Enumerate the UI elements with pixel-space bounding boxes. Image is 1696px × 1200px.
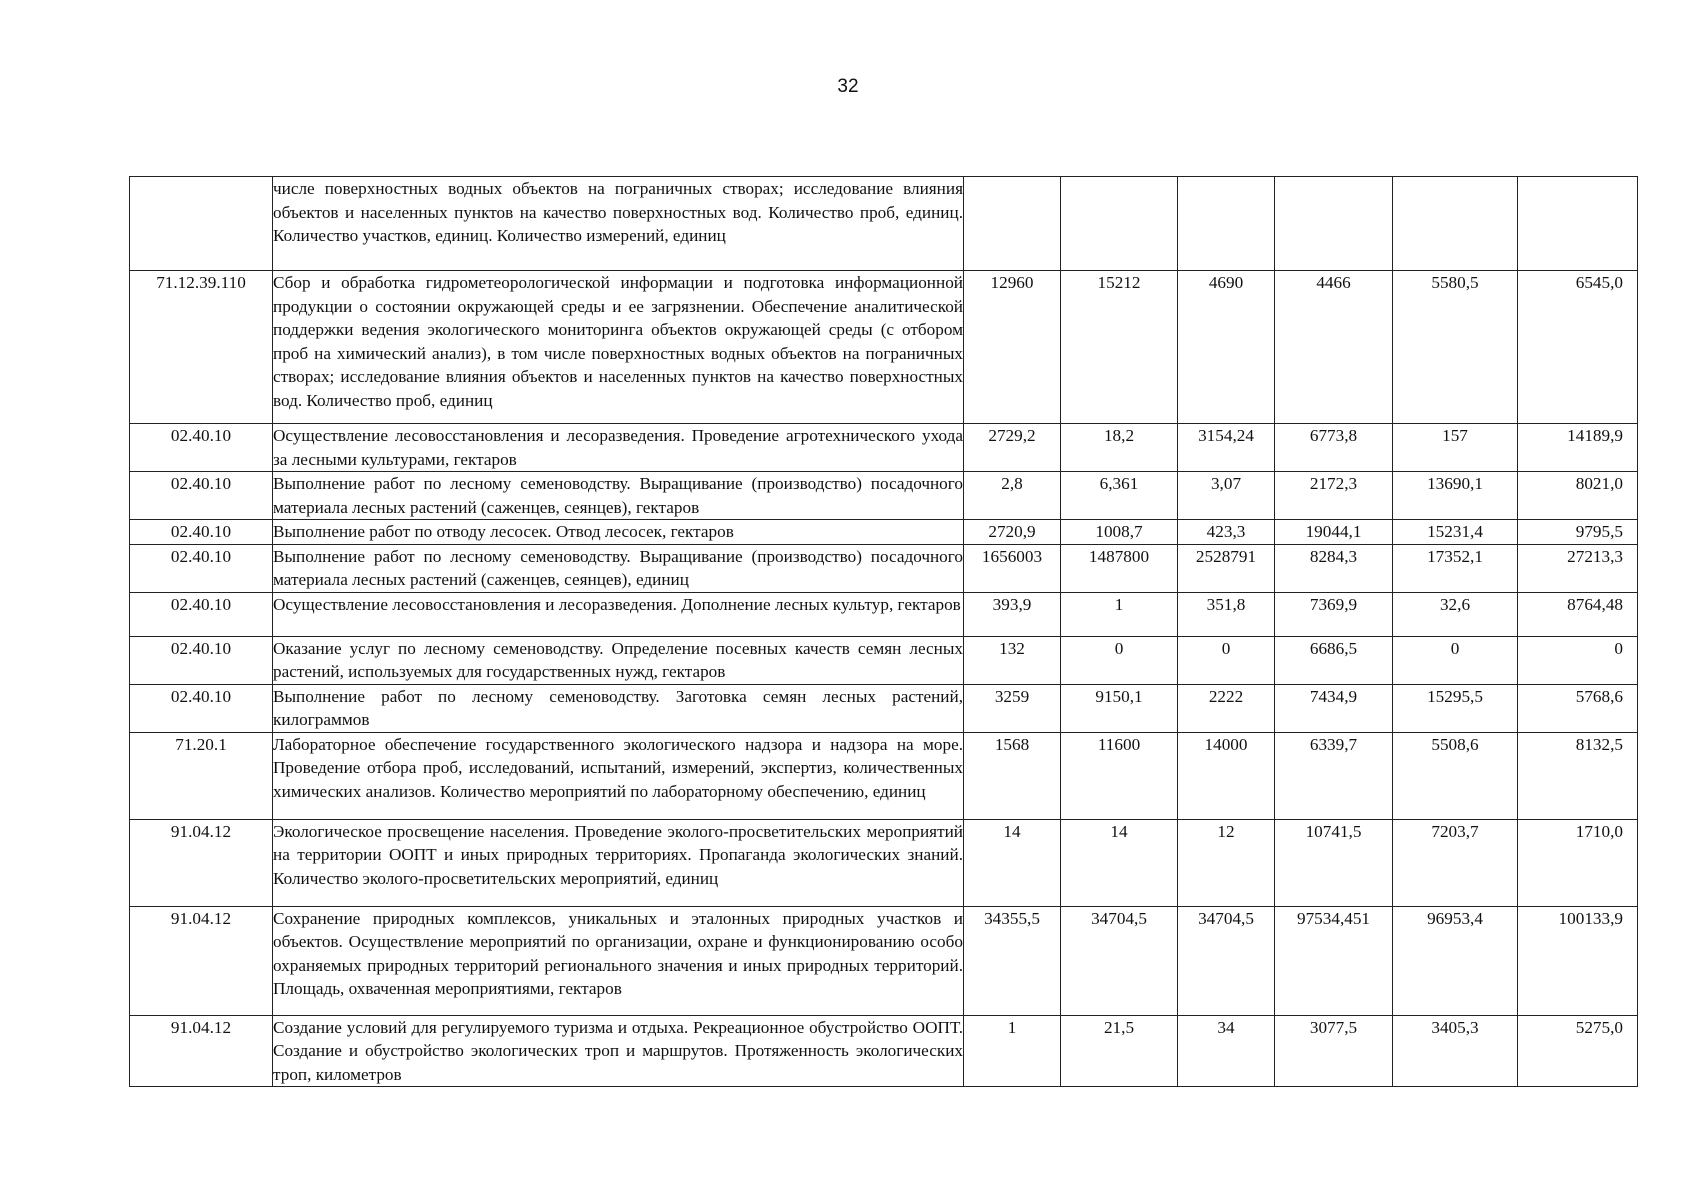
table-row: [130, 424, 1638, 472]
value-col-1: 12960: [964, 271, 1061, 424]
value-col-6: 100133,9: [1518, 906, 1638, 1015]
row-description: Сохранение природных комплексов, уникальных и эталонных природных участков и объектов. Осуществление мероприятий по организации, охране и функционированию особо охраняемых природных территорий регионального значения и иных природных территорий. Площадь, охваченная мероприятиями, гектаров: [273, 906, 964, 1015]
row-code: 02.40.10: [130, 544, 273, 592]
value-col-5: 7203,7: [1393, 819, 1518, 906]
row-code: 91.04.12: [130, 906, 273, 1015]
value-col-1: 1656003: [964, 544, 1061, 592]
row-code: 02.40.10: [130, 472, 273, 520]
table-body: [130, 177, 1638, 1087]
row-description: Создание условий для регулируемого туризма и отдыха. Рекреационное обустройство ООПТ. Создание и обустройство экологических троп и маршрутов. Протяженность экологических троп, километров: [273, 1015, 964, 1087]
value-col-4: 7434,9: [1275, 684, 1393, 732]
value-col-5: 5580,5: [1393, 271, 1518, 424]
row-code: 02.40.10: [130, 520, 273, 545]
table-row: [130, 520, 1638, 545]
row-description: Сбор и обработка гидрометеорологической информации и подготовка информационной продукции о состоянии окружающей среды и ее загрязнении. Обеспечение аналитической поддержки ведения экологического мониторинга объектов окружающей среды (с отбором проб на химический анализ), в том числе поверхностных водных объектов на пограничных створах; исследование влияния объектов и населенных пунктов на качество поверхностных вод. Количество проб, единиц: [273, 271, 964, 424]
value-col-5: 96953,4: [1393, 906, 1518, 1015]
value-col-6: 8764,48: [1518, 592, 1638, 636]
value-col-4: [1275, 177, 1393, 271]
value-col-4: 8284,3: [1275, 544, 1393, 592]
value-col-6: 14189,9: [1518, 424, 1638, 472]
value-col-1: 34355,5: [964, 906, 1061, 1015]
value-col-6: 27213,3: [1518, 544, 1638, 592]
value-col-5: [1393, 177, 1518, 271]
value-col-3: 2528791: [1178, 544, 1275, 592]
value-col-2: 0: [1061, 636, 1178, 684]
row-description: Осуществление лесовосстановления и лесоразведения. Дополнение лесных культур, гектаров: [273, 592, 964, 636]
value-col-3: 12: [1178, 819, 1275, 906]
value-col-6: 5275,0: [1518, 1015, 1638, 1087]
value-col-1: 3259: [964, 684, 1061, 732]
value-col-5: 15231,4: [1393, 520, 1518, 545]
row-description: Лабораторное обеспечение государственного экологического надзора и надзора на море. Проведение отбора проб, исследований, испытаний, измерений, экспертиз, количественных химических анализов. Количество мероприятий по лабораторному обеспечению, единиц: [273, 732, 964, 819]
value-col-4: 6686,5: [1275, 636, 1393, 684]
value-col-1: 1: [964, 1015, 1061, 1087]
table-row: [130, 472, 1638, 520]
value-col-3: 3,07: [1178, 472, 1275, 520]
value-col-4: 4466: [1275, 271, 1393, 424]
value-col-4: 3077,5: [1275, 1015, 1393, 1087]
row-description: числе поверхностных водных объектов на пограничных створах; исследование влияния объектов и населенных пунктов на качество поверхностных вод. Количество проб, единиц. Количество участков, единиц. Количество измерений, единиц: [273, 177, 964, 271]
row-code: 02.40.10: [130, 592, 273, 636]
value-col-1: [964, 177, 1061, 271]
row-code: 02.40.10: [130, 684, 273, 732]
value-col-3: 14000: [1178, 732, 1275, 819]
row-description: Выполнение работ по лесному семеноводству. Выращивание (производство) посадочного материала лесных растений (саженцев, сеянцев), единиц: [273, 544, 964, 592]
value-col-2: 14: [1061, 819, 1178, 906]
value-col-2: 15212: [1061, 271, 1178, 424]
value-col-6: 9795,5: [1518, 520, 1638, 545]
row-code: 02.40.10: [130, 424, 273, 472]
value-col-6: 6545,0: [1518, 271, 1638, 424]
value-col-3: 351,8: [1178, 592, 1275, 636]
value-col-3: 4690: [1178, 271, 1275, 424]
value-col-3: 34: [1178, 1015, 1275, 1087]
value-col-6: 8021,0: [1518, 472, 1638, 520]
value-col-5: 17352,1: [1393, 544, 1518, 592]
table-row: [130, 732, 1638, 819]
table-row: [130, 271, 1638, 424]
value-col-3: 2222: [1178, 684, 1275, 732]
value-col-5: 5508,6: [1393, 732, 1518, 819]
value-col-6: 0: [1518, 636, 1638, 684]
value-col-2: 9150,1: [1061, 684, 1178, 732]
value-col-4: 6773,8: [1275, 424, 1393, 472]
value-col-1: 2,8: [964, 472, 1061, 520]
value-col-4: 7369,9: [1275, 592, 1393, 636]
value-col-2: [1061, 177, 1178, 271]
value-col-6: [1518, 177, 1638, 271]
value-col-2: 6,361: [1061, 472, 1178, 520]
row-code: 91.04.12: [130, 819, 273, 906]
value-col-3: 423,3: [1178, 520, 1275, 545]
value-col-3: 3154,24: [1178, 424, 1275, 472]
value-col-5: 3405,3: [1393, 1015, 1518, 1087]
value-col-3: [1178, 177, 1275, 271]
value-col-4: 10741,5: [1275, 819, 1393, 906]
value-col-6: 5768,6: [1518, 684, 1638, 732]
value-col-2: 1487800: [1061, 544, 1178, 592]
value-col-2: 34704,5: [1061, 906, 1178, 1015]
row-code: 71.12.39.110: [130, 271, 273, 424]
row-code: [130, 177, 273, 271]
value-col-2: 1: [1061, 592, 1178, 636]
row-code: 71.20.1: [130, 732, 273, 819]
data-table: [129, 176, 1638, 1087]
value-col-6: 8132,5: [1518, 732, 1638, 819]
table-row: [130, 906, 1638, 1015]
page-number: 32: [837, 76, 859, 97]
value-col-1: 2720,9: [964, 520, 1061, 545]
value-col-4: 2172,3: [1275, 472, 1393, 520]
row-code: 91.04.12: [130, 1015, 273, 1087]
row-description: Выполнение работ по лесному семеноводству. Заготовка семян лесных растений, килограммов: [273, 684, 964, 732]
value-col-2: 11600: [1061, 732, 1178, 819]
table-row: [130, 684, 1638, 732]
value-col-3: 34704,5: [1178, 906, 1275, 1015]
row-code: 02.40.10: [130, 636, 273, 684]
row-description: Оказание услуг по лесному семеноводству. Определение посевных качеств семян лесных растений, используемых для государственных нужд, гектаров: [273, 636, 964, 684]
value-col-1: 1568: [964, 732, 1061, 819]
table-row: [130, 636, 1638, 684]
value-col-1: 2729,2: [964, 424, 1061, 472]
table-row: [130, 177, 1638, 271]
value-col-3: 0: [1178, 636, 1275, 684]
table-row: [130, 1015, 1638, 1087]
value-col-5: 13690,1: [1393, 472, 1518, 520]
value-col-1: 393,9: [964, 592, 1061, 636]
value-col-1: 14: [964, 819, 1061, 906]
value-col-2: 1008,7: [1061, 520, 1178, 545]
value-col-2: 18,2: [1061, 424, 1178, 472]
value-col-5: 15295,5: [1393, 684, 1518, 732]
value-col-6: 1710,0: [1518, 819, 1638, 906]
value-col-4: 19044,1: [1275, 520, 1393, 545]
value-col-4: 97534,451: [1275, 906, 1393, 1015]
value-col-5: 0: [1393, 636, 1518, 684]
row-description: Выполнение работ по отводу лесосек. Отвод лесосек, гектаров: [273, 520, 964, 545]
value-col-5: 32,6: [1393, 592, 1518, 636]
row-description: Осуществление лесовосстановления и лесоразведения. Проведение агротехнического ухода за лесными культурами, гектаров: [273, 424, 964, 472]
table-row: [130, 819, 1638, 906]
table-row: [130, 544, 1638, 592]
value-col-4: 6339,7: [1275, 732, 1393, 819]
row-description: Экологическое просвещение населения. Проведение эколого-просветительских мероприятий на территории ООПТ и иных природных территориях. Пропаганда экологических знаний. Количество эколого-просветительских мероприятий, единиц: [273, 819, 964, 906]
table-row: [130, 592, 1638, 636]
value-col-5: 157: [1393, 424, 1518, 472]
value-col-2: 21,5: [1061, 1015, 1178, 1087]
row-description: Выполнение работ по лесному семеноводству. Выращивание (производство) посадочного материала лесных растений (саженцев, сеянцев), гектаров: [273, 472, 964, 520]
value-col-1: 132: [964, 636, 1061, 684]
